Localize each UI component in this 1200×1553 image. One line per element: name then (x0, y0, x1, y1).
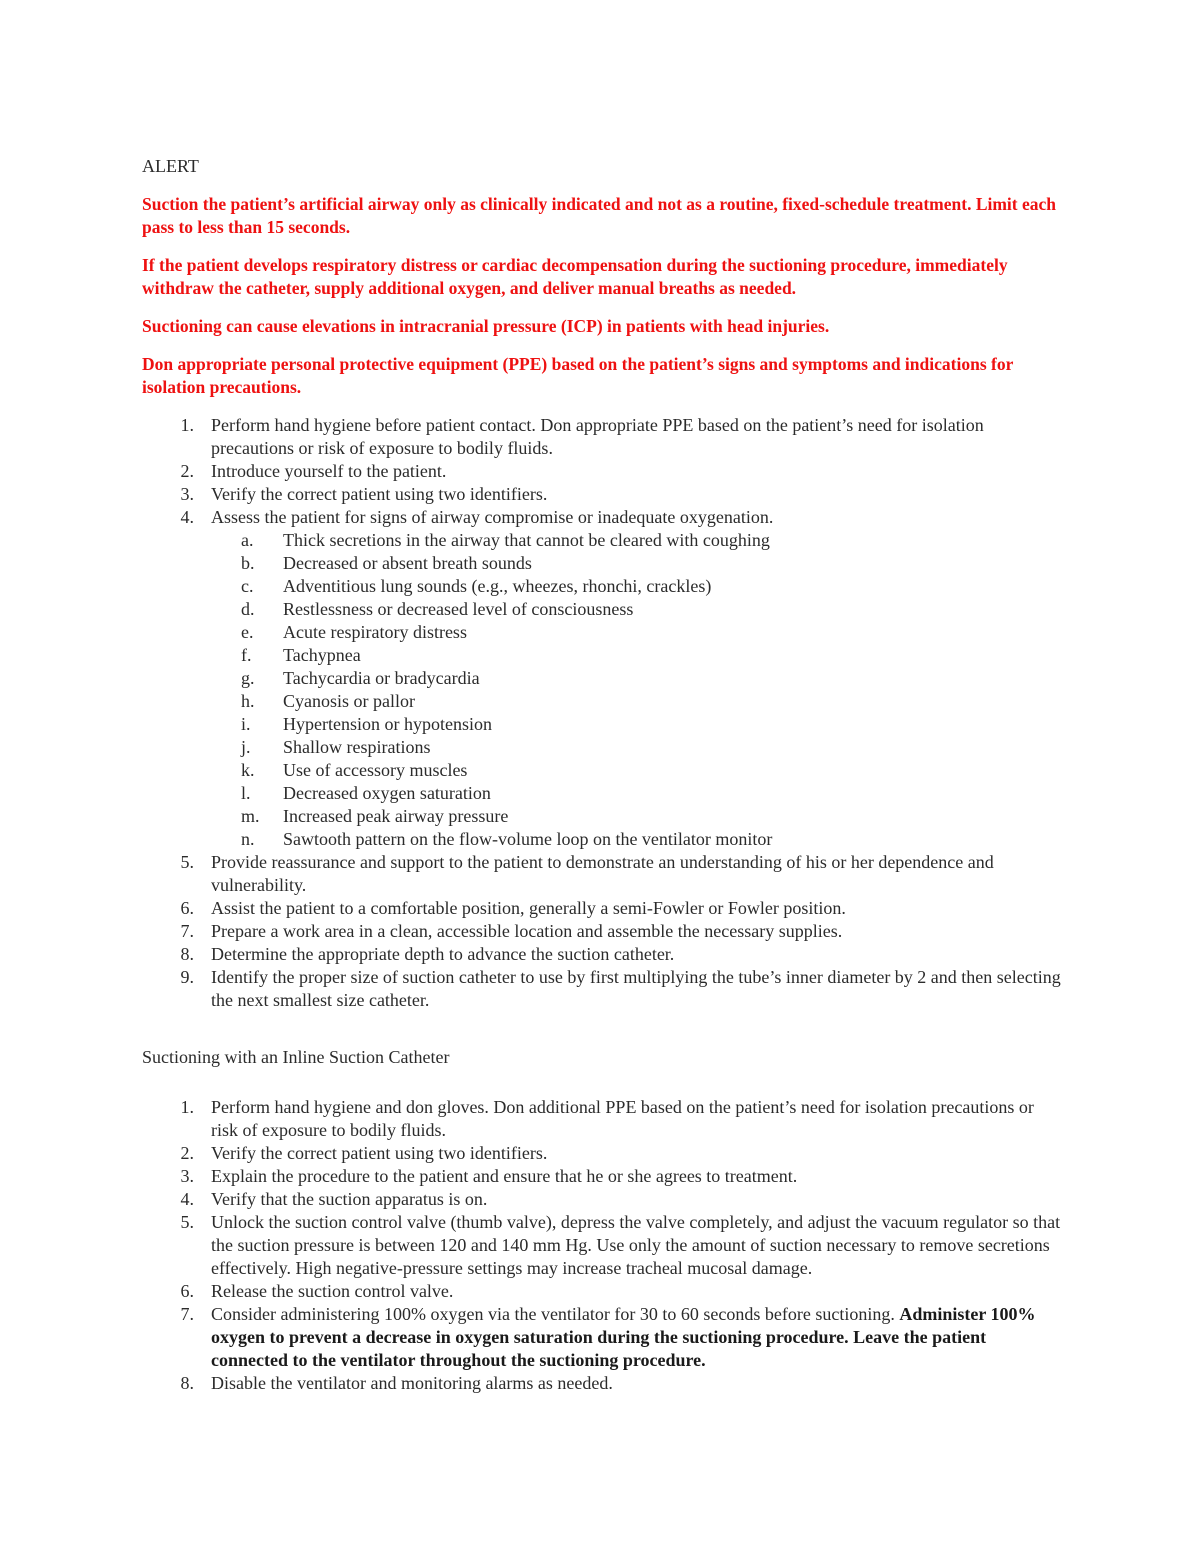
step-number: 8. (180, 1373, 194, 1393)
sub-text: Tachycardia or bradycardia (283, 668, 480, 688)
sub-letter: h. (241, 691, 255, 711)
sub-letter: j. (241, 737, 251, 757)
sublist-item (211, 529, 1062, 552)
list-item (142, 1303, 1062, 1372)
sub-letter: n. (241, 829, 255, 849)
alert-paragraph: Suction the patient’s artificial airway only as clinically indicated and not as a routine, fixed-schedule treatment. Limit each pass to less than 15 seconds. (142, 194, 1057, 237)
step-text: Assess the patient for signs of airway compromise or inadequate oxygenation. (211, 507, 774, 527)
sub-text: Adventitious lung sounds (e.g., wheezes, rhonchi, crackles) (283, 576, 712, 596)
document-page (142, 155, 1062, 1395)
sub-text: Use of accessory muscles (283, 760, 468, 780)
sublist-item (211, 736, 1062, 759)
step-text: Verify that the suction apparatus is on. (211, 1189, 488, 1209)
step-text: Determine the appropriate depth to advance the suction catheter. (211, 944, 675, 964)
sublist-item (211, 713, 1062, 736)
sub-letter: d. (241, 599, 255, 619)
alert-heading: ALERT (142, 156, 199, 176)
step-number: 5. (180, 852, 194, 872)
sub-letter: k. (241, 760, 255, 780)
list-item (142, 966, 1062, 1012)
sub-letter: g. (241, 668, 255, 688)
sub-text: Thick secretions in the airway that cannot be cleared with coughing (283, 530, 770, 550)
sublist-item (211, 644, 1062, 667)
sublist-item (211, 598, 1062, 621)
assessment-steps-list (142, 414, 1062, 1012)
list-item (142, 1211, 1062, 1280)
step-number: 6. (180, 898, 194, 918)
signs-sublist (211, 529, 1062, 851)
step-text: Explain the procedure to the patient and ensure that he or she agrees to treatment. (211, 1166, 798, 1186)
list-item (142, 897, 1062, 920)
sub-text: Hypertension or hypotension (283, 714, 492, 734)
step-text: Verify the correct patient using two identifiers. (211, 484, 548, 504)
step-number: 1. (180, 1097, 194, 1117)
step-text: Unlock the suction control valve (thumb valve), depress the valve completely, and adjust the vacuum regulator so that the suction pressure is between 120 and 140 mm Hg. Use only the amount of suction necessary to remove secretions effectively. High negative-pressure settings may increase tracheal mucosal damage. (211, 1212, 1061, 1278)
sublist-item (211, 575, 1062, 598)
list-item (142, 920, 1062, 943)
sub-letter: b. (241, 553, 255, 573)
step-text: Perform hand hygiene before patient contact. Don appropriate PPE based on the patient’s need for isolation precautions or risk of exposure to bodily fluids. (211, 415, 984, 458)
step-number: 6. (180, 1281, 194, 1301)
inline-suction-steps-list (142, 1096, 1062, 1395)
step-number: 1. (180, 415, 194, 435)
section-title: Suctioning with an Inline Suction Catheter (142, 1047, 450, 1067)
sub-letter: e. (241, 622, 254, 642)
list-item (142, 1372, 1062, 1395)
sublist-item (211, 690, 1062, 713)
step-number: 2. (180, 1143, 194, 1163)
step-bold-text: Administer 100% oxygen to prevent a decrease in oxygen saturation during the suctioning procedure. Leave the patient connected to the ventilator throughout the suctioning procedure. (211, 1304, 1036, 1370)
list-item (142, 506, 1062, 851)
step-text: Assist the patient to a comfortable position, generally a semi-Fowler or Fowler position. (211, 898, 846, 918)
alert-paragraph: Suctioning can cause elevations in intracranial pressure (ICP) in patients with head injuries. (142, 316, 830, 336)
sub-letter: c. (241, 576, 254, 596)
sub-text: Cyanosis or pallor (283, 691, 415, 711)
step-number: 5. (180, 1212, 194, 1232)
step-number: 8. (180, 944, 194, 964)
list-item (142, 851, 1062, 897)
alert-paragraph: Don appropriate personal protective equipment (PPE) based on the patient’s signs and symptoms and indications for isolation precautions. (142, 354, 1014, 397)
step-number: 3. (180, 1166, 194, 1186)
sub-text: Decreased or absent breath sounds (283, 553, 532, 573)
sub-letter: a. (241, 530, 254, 550)
sub-text: Sawtooth pattern on the flow-volume loop on the ventilator monitor (283, 829, 773, 849)
step-number: 9. (180, 967, 194, 987)
sublist-item (211, 552, 1062, 575)
sublist-item (211, 621, 1062, 644)
step-number: 7. (180, 921, 194, 941)
list-item (142, 943, 1062, 966)
sub-text: Acute respiratory distress (283, 622, 467, 642)
step-text: Introduce yourself to the patient. (211, 461, 447, 481)
step-text: Perform hand hygiene and don gloves. Don additional PPE based on the patient’s need for isolation precautions or risk of exposure to bodily fluids. (211, 1097, 1034, 1140)
sublist-item (211, 805, 1062, 828)
list-item (142, 1165, 1062, 1188)
sub-text: Shallow respirations (283, 737, 431, 757)
list-item (142, 483, 1062, 506)
step-text: Release the suction control valve. (211, 1281, 454, 1301)
step-number: 4. (180, 1189, 194, 1209)
step-text: Provide reassurance and support to the patient to demonstrate an understanding of his or her dependence and vulnerability. (211, 852, 994, 895)
alert-paragraph: If the patient develops respiratory distress or cardiac decompensation during the suctioning procedure, immediately withdraw the catheter, supply additional oxygen, and deliver manual breaths as needed. (142, 255, 1008, 298)
list-item (142, 1188, 1062, 1211)
step-text: Disable the ventilator and monitoring alarms as needed. (211, 1373, 613, 1393)
step-text: Consider administering 100% oxygen via the ventilator for 30 to 60 seconds before suctioning. (211, 1304, 900, 1324)
step-number: 2. (180, 461, 194, 481)
sub-letter: l. (241, 783, 251, 803)
step-text: Identify the proper size of suction catheter to use by first multiplying the tube’s inner diameter by 2 and then selecting the next smallest size catheter. (211, 967, 1061, 1010)
sub-text: Decreased oxygen saturation (283, 783, 491, 803)
step-number: 4. (180, 507, 194, 527)
step-number: 7. (180, 1304, 194, 1324)
list-item (142, 460, 1062, 483)
step-text: Prepare a work area in a clean, accessible location and assemble the necessary supplies. (211, 921, 843, 941)
sub-letter: m. (241, 806, 260, 826)
list-item (142, 1142, 1062, 1165)
sublist-item (211, 759, 1062, 782)
step-number: 3. (180, 484, 194, 504)
list-item (142, 414, 1062, 460)
sub-text: Tachypnea (283, 645, 361, 665)
step-text: Verify the correct patient using two identifiers. (211, 1143, 548, 1163)
sublist-item (211, 667, 1062, 690)
sub-letter: i. (241, 714, 251, 734)
sub-text: Increased peak airway pressure (283, 806, 509, 826)
list-item (142, 1096, 1062, 1142)
sublist-item (211, 828, 1062, 851)
sublist-item (211, 782, 1062, 805)
sub-text: Restlessness or decreased level of consciousness (283, 599, 634, 619)
sub-letter: f. (241, 645, 252, 665)
list-item (142, 1280, 1062, 1303)
